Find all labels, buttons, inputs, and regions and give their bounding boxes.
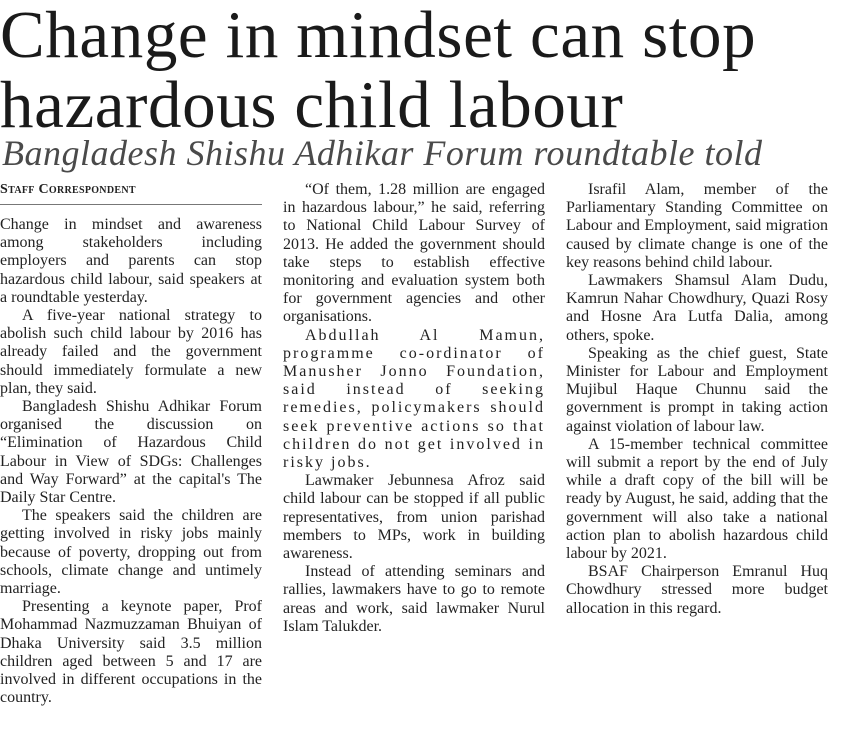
headline-line-1: Change in mindset can stop bbox=[0, 0, 757, 72]
article-paragraph: Abdullah Al Mamun, programme co-ordinator of Manusher Jonno Foundation, said instead of seeking remedies, policymakers should seek preventive actions so that children do not get involved in risky jobs. bbox=[283, 326, 545, 472]
article-paragraph: Lawmaker Jebunnesa Afroz said child labour can be stopped if all public representatives, from union parishad members to MPs, work in building awareness. bbox=[283, 472, 545, 563]
article-paragraph: Bangladesh Shishu Adhikar Forum organised the discussion on “Elimination of Hazardous Child Labour in View of SDGs: Challenges and Way Forward” at the capital's The Daily Star Centre. bbox=[0, 398, 262, 507]
article-paragraph: Lawmakers Shamsul Alam Dudu, Kamrun Nahar Chowdhury, Quazi Rosy and Hosne Ara Lutfa Dalia, among others, spoke. bbox=[566, 272, 828, 344]
subheadline: Bangladesh Shishu Adhikar Forum roundtable told bbox=[2, 133, 763, 173]
headline-line-2: hazardous child labour bbox=[0, 68, 624, 142]
article-paragraph: Change in mindset and awareness among stakeholders including employers and parents can stop hazardous child labour, said speakers at a roundtable yesterday. bbox=[0, 216, 262, 306]
article-paragraph: Instead of attending seminars and rallies, lawmakers have to go to remote areas and work, said lawmaker Nurul Islam Talukder. bbox=[283, 563, 545, 635]
article-paragraph: “Of them, 1.28 million are engaged in hazardous labour,” he said, referring to National Child Labour Survey of 2013. He added the government should take steps to establish effective monitoring and evaluation system both for government agencies and other organisations. bbox=[283, 181, 545, 326]
article-column-2 bbox=[283, 181, 545, 636]
article-column-1 bbox=[0, 181, 262, 707]
headline bbox=[0, 0, 842, 140]
article-paragraph-continued: Presenting a keynote paper, Prof Mohammad Nazmuzzaman Bhuiyan of Dhaka University said 3.5 million children aged between 5 and 17 are involved in different occupations in the country. bbox=[0, 598, 262, 707]
article-paragraph: A five-year national strategy to abolish such child labour by 2016 has already failed and the government should immediately formulate a new plan, they said. bbox=[0, 307, 262, 397]
article-paragraph: A 15-member technical committee will submit a report by the end of July while a draft copy of the bill will be ready by August, he said, adding that the government will also take a national action plan to abolish hazardous child labour by 2021. bbox=[566, 435, 828, 563]
article-paragraph: Israfil Alam, member of the Parliamentary Standing Committee on Labour and Employment, said migration caused by climate change is one of the key reasons behind child labour. bbox=[566, 181, 828, 271]
article-paragraph: The speakers said the children are getting involved in risky jobs mainly because of poverty, dropping out from schools, climate change and untimely marriage. bbox=[0, 507, 262, 598]
article-paragraph: Speaking as the chief guest, State Minister for Labour and Employment Mujibul Haque Chunnu said the government is prompt in taking action against violation of labour law. bbox=[566, 344, 828, 435]
byline: Staff Correspondent bbox=[0, 181, 262, 205]
article-column-3 bbox=[566, 181, 828, 618]
article-paragraph: BSAF Chairperson Emranul Huq Chowdhury stressed more budget allocation in this regard. bbox=[566, 563, 828, 617]
